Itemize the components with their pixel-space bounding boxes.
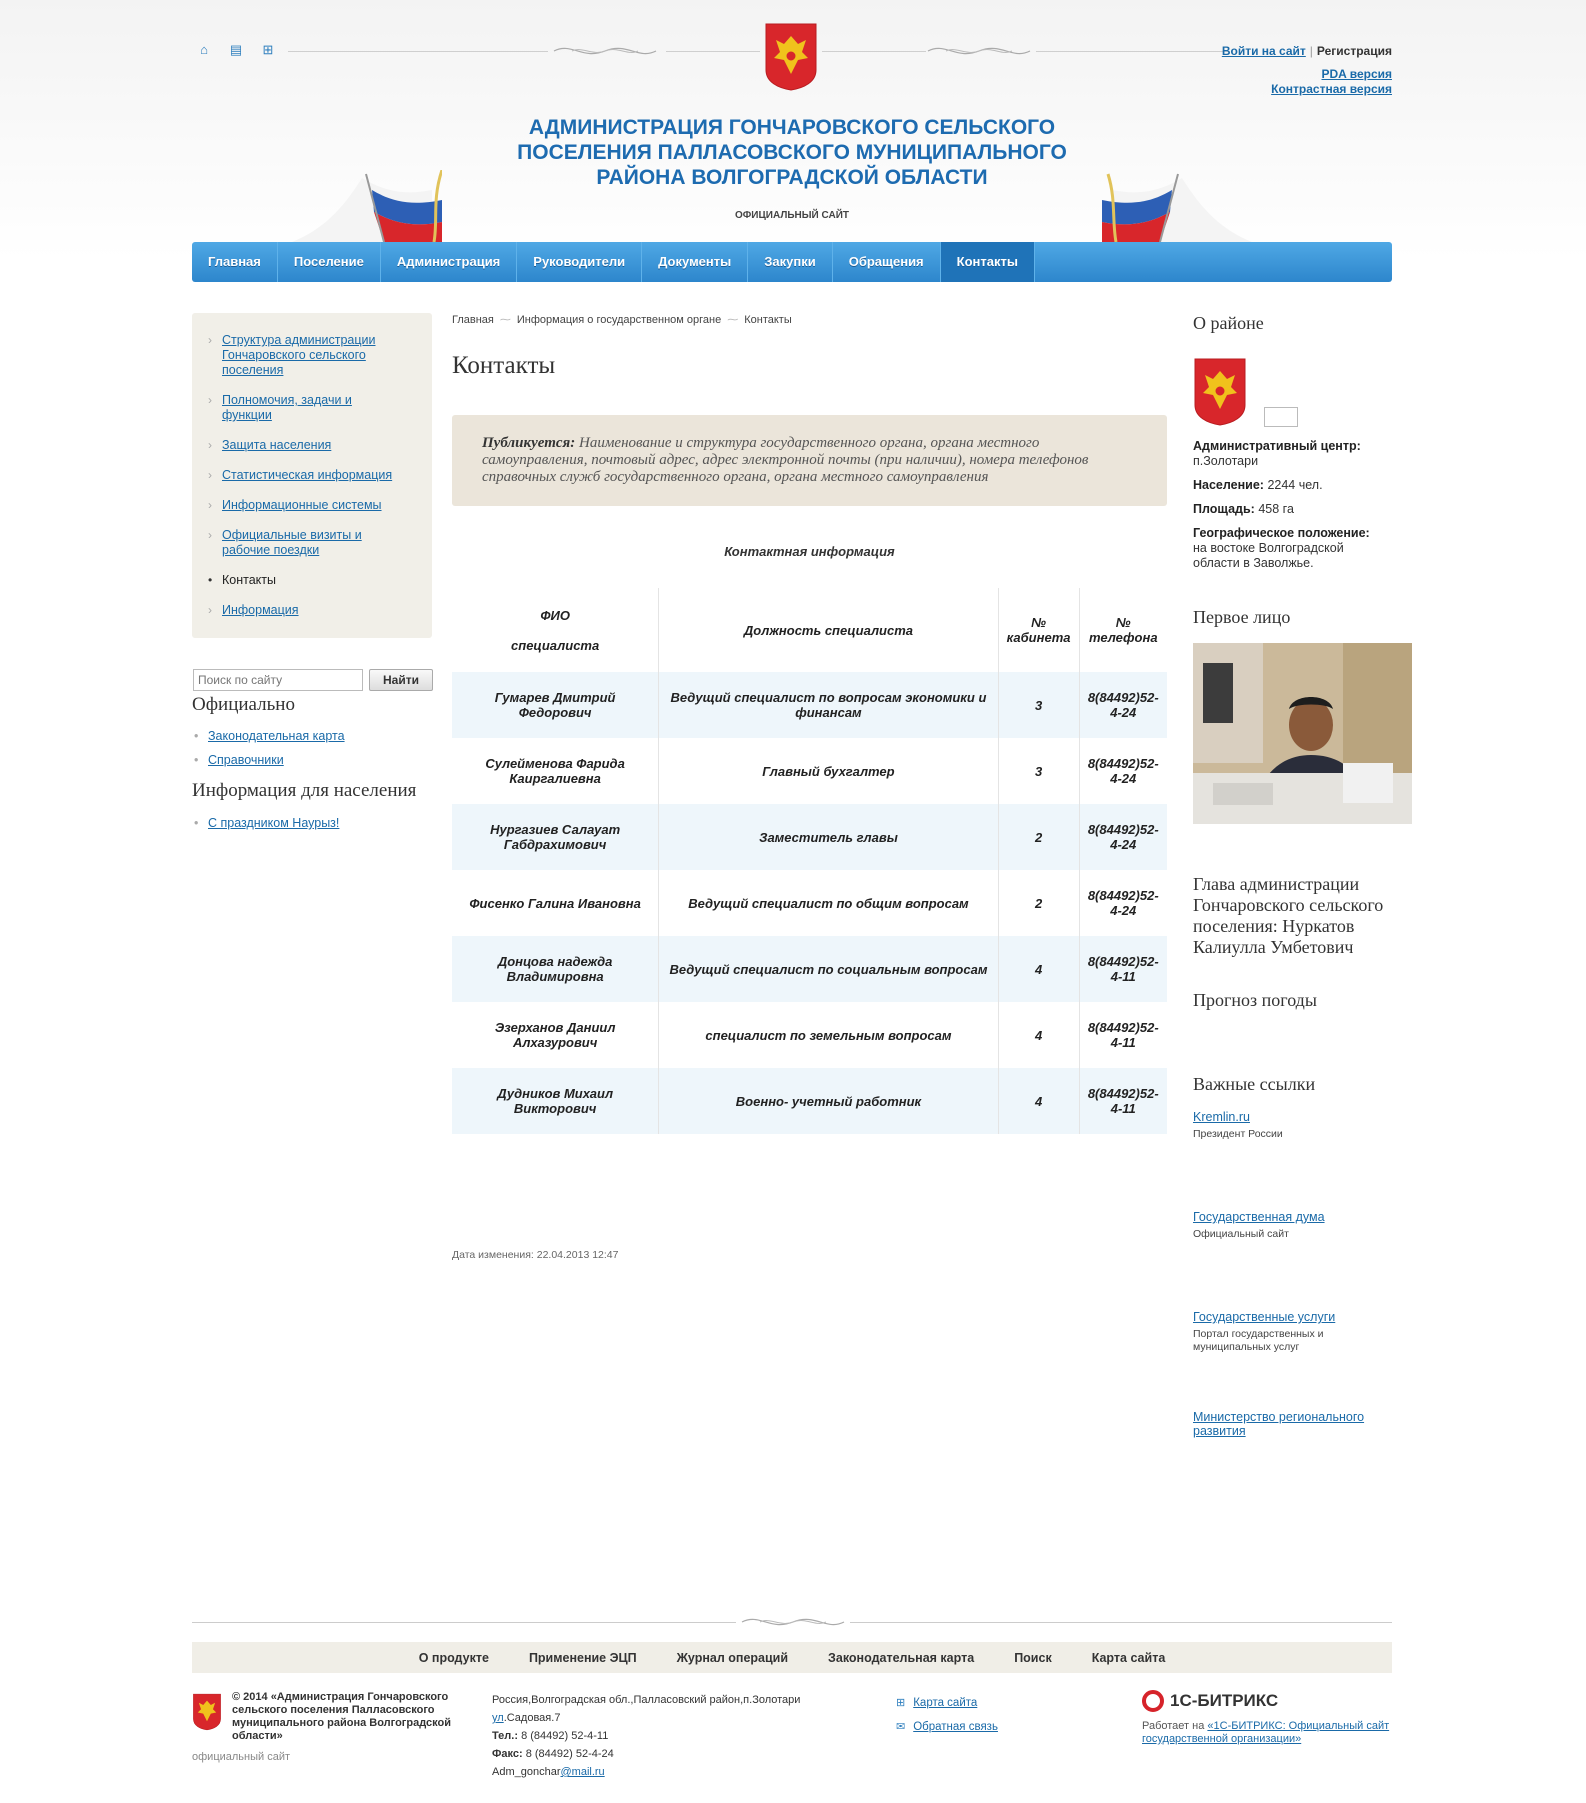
section-menu-item — [222, 528, 397, 558]
cell-name: Сулейменова Фарида Каиргалиевна — [485, 756, 625, 786]
breadcrumb-current: Контакты — [744, 314, 792, 326]
district-facts — [1193, 439, 1393, 580]
official-heading: Официально — [192, 694, 295, 715]
cell-phone: 8(84492)52-4-24 — [1079, 672, 1167, 738]
breadcrumb — [452, 313, 792, 326]
section-link-visits[interactable]: Официальные визиты и рабочие поездки — [222, 528, 362, 557]
section-menu-item — [222, 438, 397, 453]
cell-name: Нургазиев Салауат Габдрахимович — [452, 804, 659, 870]
head-of-administration-photo — [1193, 643, 1412, 824]
table-row — [452, 672, 1167, 738]
gosuslugi-link[interactable]: Государственные услуги — [1193, 1310, 1336, 1324]
nav-item-procurement[interactable]: Закупки — [748, 242, 832, 282]
ornament-right — [926, 42, 1032, 60]
cell-phone: 8(84492)52-4-11 — [1079, 936, 1167, 1002]
important-links-heading: Важные ссылки — [1193, 1074, 1316, 1094]
kremlin-link[interactable]: Kremlin.ru — [1193, 1110, 1250, 1124]
section-menu — [192, 313, 432, 638]
section-link-structure[interactable]: Структура администрации Гончаровского сельского поселения — [222, 333, 376, 377]
cell-room: 3 — [998, 738, 1079, 804]
home-icon[interactable]: ⌂ — [200, 42, 208, 57]
nauryz-link[interactable]: С праздником Наурыз! — [208, 816, 340, 830]
cell-position: Военно- учетный работник — [659, 1068, 998, 1134]
modified-date: Дата изменения: 22.04.2013 12:47 — [452, 1249, 619, 1261]
nav-item-settlement[interactable]: Поселение — [278, 242, 381, 282]
tel-line — [492, 1727, 832, 1745]
contrast-version-link[interactable]: Контрастная версия — [1271, 82, 1392, 96]
cell-position: Ведущий специалист по социальным вопросам — [659, 936, 998, 1002]
cell-phone: 8(84492)52-4-11 — [1079, 1002, 1167, 1068]
cell-phone: 8(84492)52-4-11 — [1079, 1068, 1167, 1134]
bitrix-logo-icon — [1142, 1690, 1164, 1712]
cell-room: 4 — [998, 1002, 1079, 1068]
important-link-item — [1193, 1210, 1393, 1241]
important-link-item — [1193, 1310, 1393, 1354]
site-subtitle: ОФИЦИАЛЬНЫЙ САЙТ — [734, 210, 849, 221]
site-title: АДМИНИСТРАЦИЯ ГОНЧАРОВСКОГО СЕЛЬСКОГО ПОСЕЛЕНИЯ ПАЛЛАСОВСКОГО МУНИЦИПАЛЬНОГО РАЙОНА ВОЛГОГРАДСКОЙ ОБЛАСТИ — [517, 116, 1067, 189]
email-line — [492, 1763, 832, 1781]
main-nav — [192, 242, 1392, 282]
minregion-link[interactable]: Министерство регионального развития — [1193, 1410, 1365, 1438]
population-info-heading: Информация для населения — [192, 780, 417, 801]
section-link-protection[interactable]: Защита населения — [222, 438, 332, 452]
list-item — [192, 816, 339, 830]
weather-heading: Прогноз погоды — [1193, 990, 1317, 1010]
footer-link-sitemap[interactable]: Карта сайта — [1091, 1650, 1166, 1665]
fact-area — [1193, 502, 1393, 517]
district-emblem-icon — [1193, 357, 1247, 427]
section-link-statistics[interactable]: Статистическая информация — [222, 468, 393, 482]
sitemap-icon[interactable]: ⊞ — [262, 42, 274, 57]
bitrix-logo — [1142, 1690, 1392, 1712]
section-current-contacts: Контакты — [222, 573, 276, 587]
flags-right-icon — [1102, 170, 1252, 242]
print-icon[interactable]: ▤ — [229, 42, 243, 57]
table-row — [452, 804, 1167, 870]
street-text: .Садовая.7 — [503, 1712, 561, 1724]
login-link[interactable]: Войти на сайт — [1221, 44, 1306, 58]
footer-sitemap-link[interactable]: Карта сайта — [913, 1697, 978, 1709]
contact-address — [492, 1691, 832, 1781]
section-link-powers[interactable]: Полномочия, задачи и функции — [222, 393, 352, 422]
column-header-phone: № телефона — [1079, 588, 1167, 672]
fact-value: 458 га — [1258, 502, 1294, 516]
breadcrumb-gov-info[interactable]: Информация о государственном органе — [516, 314, 722, 326]
notice-text: Наименование и структура государственного органа, органа местного самоуправления, почтовый адрес, адрес электронной почты (при наличии), номера телефонов справочных служб государственного органа, органа местного самоуправления — [482, 435, 1089, 485]
cell-name: Дудников Михаил Викторович — [452, 1068, 659, 1134]
table-row — [452, 1068, 1167, 1134]
tel-value: 8 (84492) 52-4-11 — [521, 1730, 609, 1742]
feedback-link[interactable]: Обратная связь — [913, 1721, 998, 1733]
broken-image-icon — [1264, 407, 1298, 427]
section-menu-item — [222, 498, 397, 513]
cell-room: 4 — [998, 1068, 1079, 1134]
cell-position: Ведущий специалист по вопросам экономики и финансам — [659, 672, 998, 738]
fact-geo — [1193, 526, 1393, 571]
cell-name: Донцова надежда Владимировна — [452, 936, 659, 1002]
cell-position: Заместитель главы — [659, 804, 998, 870]
contacts-table — [452, 588, 1167, 1134]
fact-value: на востоке Волгоградской области в Заволжье. — [1193, 541, 1344, 570]
site-search — [193, 669, 419, 691]
breadcrumb-home[interactable]: Главная — [452, 314, 494, 326]
column-header-position: Должность специалиста — [659, 588, 998, 672]
reference-books-link[interactable]: Справочники — [208, 753, 284, 767]
bitrix-logo-text: 1С-БИТРИКС — [1170, 1691, 1279, 1710]
section-menu-item — [222, 603, 397, 618]
cell-phone: 8(84492)52-4-24 — [1079, 870, 1167, 936]
account-links — [1222, 44, 1392, 97]
breadcrumb-separator-icon: ⁓ — [499, 314, 511, 326]
section-menu-item — [222, 333, 397, 378]
duma-link[interactable]: Государственная дума — [1193, 1210, 1325, 1224]
nav-item-administration[interactable]: Администрация — [381, 242, 517, 282]
footer-link-digital-signature[interactable]: Применение ЭЦП — [528, 1650, 637, 1665]
footer-rule-left — [192, 1622, 736, 1623]
mail-icon: ✉ — [896, 1721, 906, 1733]
section-menu-item — [222, 393, 397, 423]
first-person-heading: Первое лицо — [1193, 607, 1291, 627]
cell-phone: 8(84492)52-4-24 — [1079, 738, 1167, 804]
fax-line — [492, 1745, 832, 1763]
register-link[interactable]: Регистрация — [1316, 44, 1392, 58]
nav-item-documents[interactable]: Документы — [642, 242, 748, 282]
cell-room: 3 — [998, 672, 1079, 738]
copyright-subtitle: официальный сайт — [192, 1751, 291, 1763]
header-rule-left — [288, 51, 548, 52]
nav-item-appeals[interactable]: Обращения — [833, 242, 941, 282]
list-item — [192, 729, 345, 743]
footer-emblem-icon — [192, 1693, 222, 1731]
link-description: Официальный сайт — [1193, 1228, 1289, 1240]
cell-name: Гумарев Дмитрий Федорович — [452, 672, 659, 738]
bitrix-block — [1142, 1690, 1392, 1746]
street-line — [492, 1709, 832, 1727]
notice-label: Публикуется: — [482, 435, 576, 451]
fact-value: 2244 чел. — [1267, 478, 1323, 492]
footer-menu — [192, 1642, 1392, 1673]
bitrix-note — [1142, 1720, 1392, 1746]
population-links — [192, 816, 339, 840]
footer-link-about-product[interactable]: О продукте — [418, 1650, 489, 1665]
important-link-item — [1193, 1410, 1393, 1438]
fax-value: 8 (84492) 52-4-24 — [525, 1748, 614, 1760]
sitemap-icon: ⊞ — [896, 1697, 906, 1709]
fact-center — [1193, 439, 1393, 469]
search-button[interactable]: Найти — [369, 669, 433, 691]
bitrix-link[interactable]: «1С-БИТРИКС: Официальный сайт государственной организации» — [1142, 1720, 1390, 1745]
footer-rule-right — [850, 1622, 1392, 1623]
list-item — [192, 753, 345, 767]
cell-position: Главный бухгалтер — [659, 738, 998, 804]
nav-item-contacts[interactable]: Контакты — [941, 242, 1035, 282]
column-header-name: ФИО специалиста — [511, 607, 600, 653]
footer-link-search[interactable]: Поиск — [1014, 1650, 1052, 1665]
section-menu-item — [222, 468, 397, 483]
street-link[interactable]: ул — [492, 1712, 504, 1724]
footer-link-operations-log[interactable]: Журнал операций — [676, 1650, 789, 1665]
section-link-information[interactable]: Информация — [222, 603, 299, 617]
important-link-item — [1193, 1110, 1393, 1141]
search-input[interactable] — [193, 669, 363, 691]
breadcrumb-separator-icon: ⁓ — [727, 314, 739, 326]
link-description: Портал государственных и муниципальных услуг — [1193, 1328, 1324, 1353]
cell-phone: 8(84492)52-4-24 — [1079, 804, 1167, 870]
footer-service-links — [896, 1691, 998, 1739]
cell-room: 4 — [998, 936, 1079, 1002]
email-link[interactable]: @mail.ru — [560, 1766, 605, 1778]
header-tools — [196, 43, 276, 57]
fact-population — [1193, 478, 1393, 493]
nav-item-leaders[interactable]: Руководители — [517, 242, 642, 282]
tel-label: Тел.: — [492, 1730, 518, 1742]
separator: | — [1309, 44, 1313, 58]
section-link-info-systems[interactable]: Информационные системы — [222, 498, 382, 512]
table-row — [452, 870, 1167, 936]
publication-notice — [452, 415, 1167, 506]
email-user: Adm_gonchar — [492, 1766, 561, 1778]
table-row — [452, 936, 1167, 1002]
link-description: Президент России — [1193, 1128, 1283, 1140]
header-rule-right — [1036, 51, 1228, 52]
cell-position: Ведущий специалист по общим вопросам — [659, 870, 998, 936]
cell-room: 2 — [998, 804, 1079, 870]
table-row — [452, 1002, 1167, 1068]
fact-label: Административный центр: — [1193, 439, 1361, 453]
bitrix-prefix: Работает на — [1142, 1720, 1205, 1732]
flags-left-icon — [292, 170, 442, 242]
copyright: © 2014 «Администрация Гончаровского сельского поселения Палласовского муниципального района Волгоградской области» — [232, 1691, 452, 1742]
pda-version-link[interactable]: PDA версия — [1321, 67, 1392, 81]
section-menu-item-current — [222, 573, 397, 588]
table-header-row — [452, 588, 1167, 672]
footer-ornament — [740, 1613, 846, 1631]
fact-label: Географическое положение: — [1193, 526, 1370, 540]
address-line: Россия,Волгоградская обл.,Палласовский район,п.Золотари — [492, 1694, 801, 1706]
fact-value: п.Золотари — [1193, 454, 1259, 468]
cell-position: специалист по земельным вопросам — [659, 1002, 998, 1068]
cell-room: 2 — [998, 870, 1079, 936]
column-header-room: № кабинета — [998, 588, 1079, 672]
coat-of-arms-icon — [764, 22, 818, 92]
ornament-left — [552, 42, 658, 60]
about-heading: О районе — [1193, 313, 1264, 333]
header-rule-mid-left — [666, 51, 760, 52]
table-row — [452, 738, 1167, 804]
fact-label: Население: — [1193, 478, 1264, 492]
cell-name: Фисенко Галина Ивановна — [469, 895, 641, 911]
page-title: Контакты — [452, 352, 556, 379]
contacts-table-title: Контактная информация — [724, 544, 895, 559]
head-caption: Глава администрации Гончаровского сельского поселения: Нуркатов Калиулла Умбетович — [1193, 874, 1384, 957]
fact-label: Площадь: — [1193, 502, 1255, 516]
fax-label: Факс: — [492, 1748, 523, 1760]
nav-item-home[interactable]: Главная — [192, 242, 278, 282]
cell-name: Эзерханов Даниил Алхазурович — [494, 1020, 616, 1050]
legislative-map-link[interactable]: Законодательная карта — [208, 729, 345, 743]
header-rule-mid-right — [822, 51, 926, 52]
footer-link-legislative-map[interactable]: Законодательная карта — [828, 1650, 975, 1665]
official-links — [192, 729, 345, 777]
